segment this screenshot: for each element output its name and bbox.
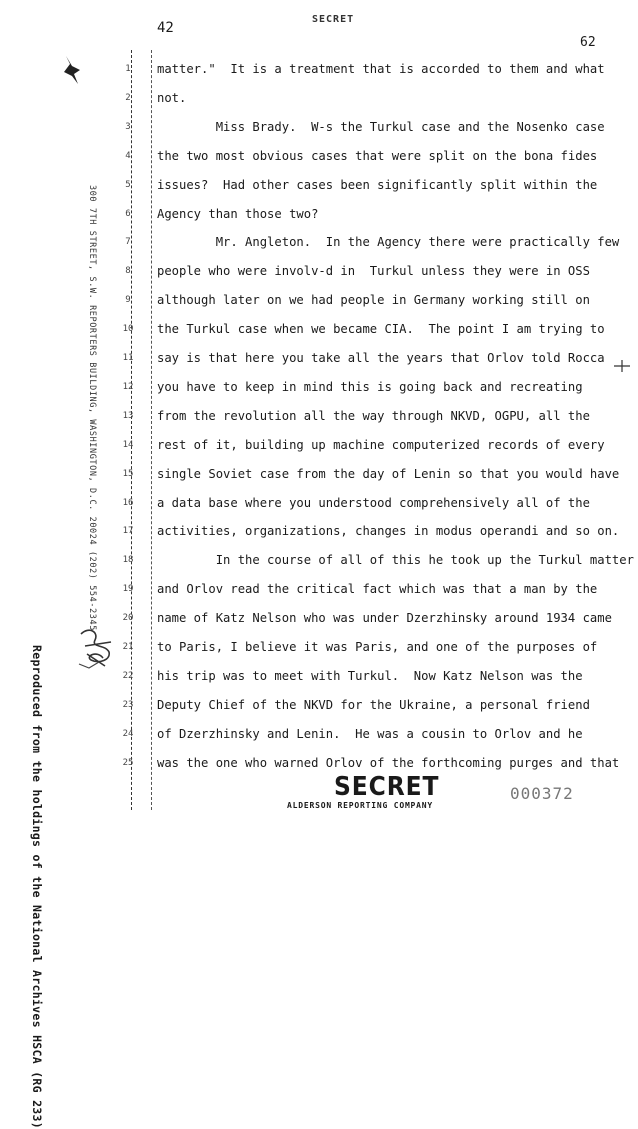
line-number: 2	[125, 92, 131, 103]
line-number: 18	[122, 555, 134, 566]
line-number: 7	[125, 237, 131, 248]
page-number-left: 42	[157, 20, 174, 36]
transcript-line: from the revolution all the way through NKVD, OGPU, all the	[157, 408, 590, 423]
secret-stamp: SECRET	[334, 772, 440, 802]
transcript-line: not.	[157, 90, 187, 105]
transcript-line: issues? Had other cases been significantly split within the	[157, 177, 598, 192]
margin-scribble-icon	[58, 50, 88, 90]
transcript-line: matter." It is a treatment that is accorded to them and what	[157, 62, 605, 76]
transcript-line: his trip was to meet with Turkul. Now Katz Nelson was the	[157, 668, 583, 683]
line-number: 14	[122, 439, 134, 450]
transcript-line: a data base where you understood comprehensively all of the	[157, 495, 590, 510]
transcript-line: name of Katz Nelson who was under Dzerzhinsky around 1934 came	[157, 611, 612, 626]
line-number: 17	[122, 526, 134, 537]
line-number: 4	[125, 150, 131, 161]
transcript-line: say is that here you take all the years that Orlov told Rocca	[157, 351, 605, 365]
line-number: 19	[122, 584, 134, 595]
transcript-line: Mr. Angleton. In the Agency there were practically few	[157, 235, 620, 250]
left-margin-rule	[131, 50, 132, 810]
line-number: 5	[125, 179, 131, 190]
header-classification-mark: SECRET	[312, 14, 355, 25]
transcript-line: to Paris, I believe it was Paris, and one of the purposes of	[157, 640, 598, 654]
line-number: 22	[122, 670, 134, 681]
transcript-line: rest of it, building up machine computerized records of every	[157, 437, 605, 452]
transcript-line: although later on we had people in Germany working still on	[157, 293, 590, 308]
transcript-line: the two most obvious cases that were split on the bona fides	[157, 148, 598, 163]
transcript-line: Deputy Chief of the NKVD for the Ukraine, a personal friend	[157, 697, 590, 712]
line-number: 8	[125, 266, 131, 277]
reporting-company: ALDERSON REPORTING COMPANY	[287, 801, 434, 810]
vertical-reproduction-note: Reproduced from the holdings of the National Archives HSCA (RG 233)	[30, 645, 44, 1129]
line-number: 20	[122, 613, 134, 624]
handwritten-signature-icon	[75, 624, 119, 670]
line-number: 25	[122, 757, 134, 768]
line-number: 11	[122, 353, 134, 363]
line-number: 3	[125, 121, 131, 132]
transcript-line: and Orlov read the critical fact which was that a man by the	[157, 582, 598, 597]
line-number: 10	[122, 324, 134, 335]
line-number: 15	[122, 468, 134, 479]
transcript-line: Agency than those two?	[157, 206, 319, 221]
line-number: 23	[122, 699, 134, 710]
transcript-line: people who were involv-d in Turkul unless they were in OSS	[157, 264, 590, 279]
line-number: 6	[125, 208, 131, 219]
transcript-line: you have to keep in mind this is going back and recreating	[157, 379, 583, 394]
line-number: 16	[122, 497, 134, 508]
line-number: 12	[122, 381, 134, 392]
document-number: 000372	[510, 784, 574, 803]
transcript-line: activities, organizations, changes in modus operandi and so on.	[157, 524, 620, 539]
page-number-right: 62	[580, 35, 596, 50]
transcript-line: was the one who warned Orlov of the forthcoming purges and that	[157, 755, 620, 770]
text-margin-rule	[151, 50, 152, 810]
line-number: 9	[125, 295, 131, 306]
transcript-line: of Dzerzhinsky and Lenin. He was a cousin to Orlov and he	[157, 726, 583, 741]
line-number: 13	[122, 410, 134, 421]
transcript-line: single Soviet case from the day of Lenin so that you would have	[157, 466, 620, 481]
transcript-line: Miss Brady. W-s the Turkul case and the Nosenko case	[157, 119, 605, 134]
transcript-line: In the course of all of this he took up the Turkul matter	[157, 553, 634, 568]
line-number: 24	[122, 728, 134, 739]
line-number: 1	[125, 64, 131, 74]
margin-tick-icon	[612, 356, 632, 376]
vertical-address: 300 7TH STREET, S.W. REPORTERS BUILDING, WASHINGTON, D.C. 20024 (202) 554-2345	[87, 185, 97, 631]
line-number: 21	[122, 642, 134, 652]
transcript-line: the Turkul case when we became CIA. The point I am trying to	[157, 322, 605, 337]
